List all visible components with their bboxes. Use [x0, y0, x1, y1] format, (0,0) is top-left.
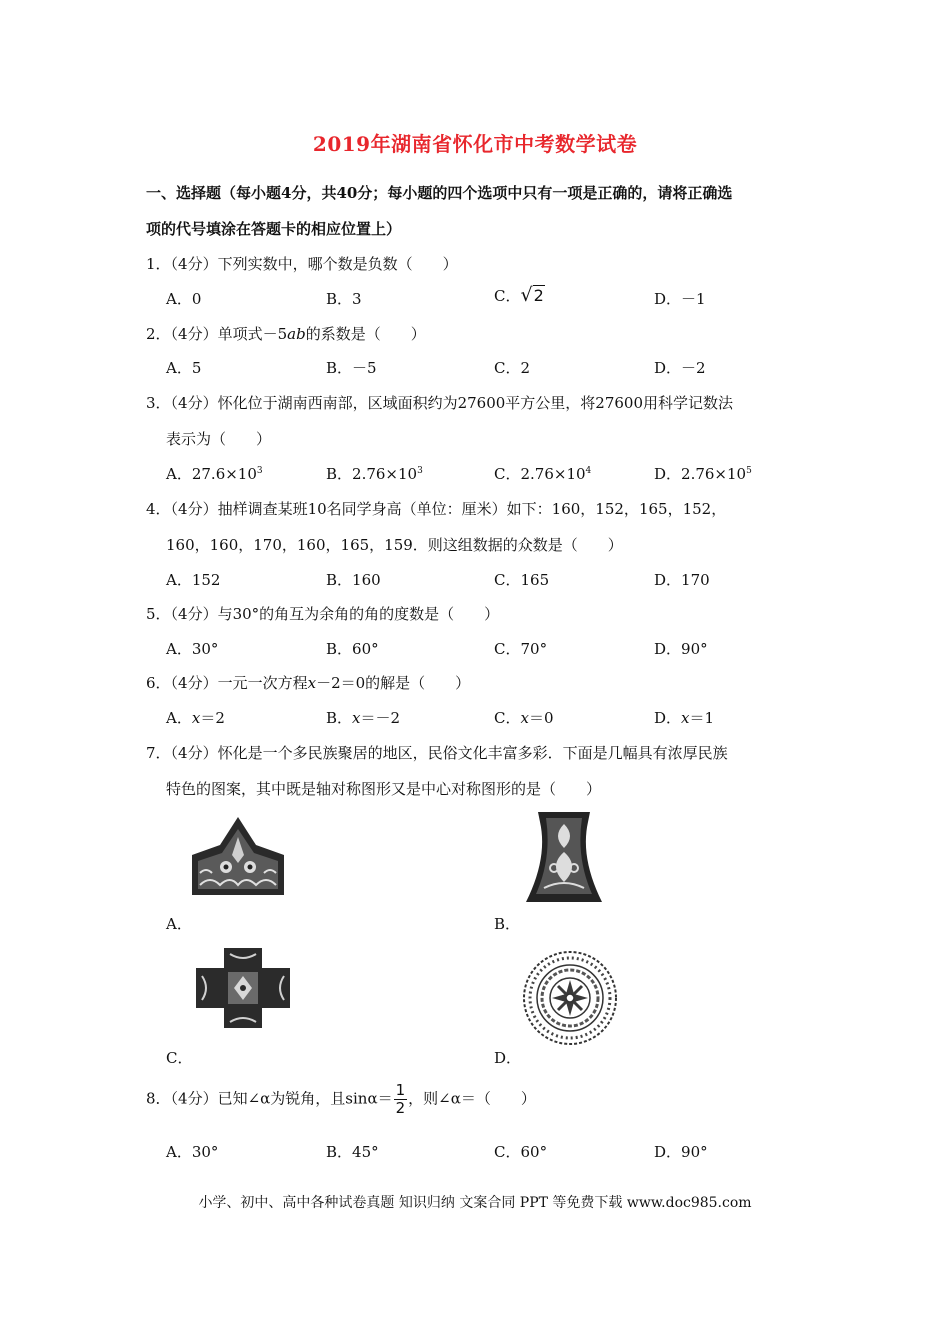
q5-option-a: A．30° [166, 640, 219, 658]
q8-option-d: D．90° [654, 1143, 708, 1161]
q1-option-a: A．0 [166, 290, 202, 308]
q3-stem-line1: 3．（4分）怀化位于湖南西南部，区域面积约为27600平方公里，将27600用科学记数法 [146, 394, 734, 412]
pattern-a-image [190, 815, 286, 897]
q2-stem: 2．（4分）单项式－5ab的系数是（ ） [146, 325, 426, 343]
q4-stem-line1: 4．（4分）抽样调查某班10名同学身高（单位：厘米）如下：160，152，165，152， [146, 500, 727, 518]
q4-option-a: A．152 [166, 571, 221, 589]
pattern-d-image [522, 950, 618, 1046]
q1-option-d: D．－1 [654, 290, 706, 308]
q5-option-c: C．70° [494, 640, 548, 658]
fraction-one-half: $\frac{1}{2}$ [395, 1081, 406, 1117]
q5-option-b: B．60° [326, 640, 379, 658]
pattern-b-image [522, 808, 606, 906]
q1-option-b: B．3 [326, 290, 362, 308]
q2-option-d: D．－2 [654, 359, 706, 377]
q1-stem: 1．（4分）下列实数中，哪个数是负数（ ） [146, 255, 458, 273]
q4-stem-line2: 160，160，170，160，165，159．则这组数据的众数是（ ） [166, 536, 623, 554]
q2-option-a: A．5 [166, 359, 202, 377]
q3-stem-line2: 表示为（ ） [166, 430, 272, 448]
q4-option-c: C．165 [494, 571, 550, 589]
q7-stem-line1: 7．（4分）怀化是一个多民族聚居的地区，民俗文化丰富多彩．下面是几幅具有浓厚民族 [146, 744, 728, 762]
q7-stem-line2: 特色的图案，其中既是轴对称图形又是中心对称图形的是（ ） [166, 780, 602, 798]
q3-option-a: A．$27.6\times 10^3$ [166, 465, 263, 483]
q7-option-c: C． [166, 1049, 193, 1067]
q7-option-b: B． [494, 915, 521, 933]
pattern-c-image [194, 946, 292, 1030]
q6-option-b: B．x＝－2 [326, 709, 401, 727]
q7-option-a: A． [166, 915, 192, 933]
q3-option-b: B．$2.76\times 10^3$ [326, 465, 423, 483]
q8-option-a: A．30° [166, 1143, 219, 1161]
q6-stem: 6．（4分）一元一次方程x－2＝0的解是（ ） [146, 674, 471, 692]
q8-option-c: C．60° [494, 1143, 548, 1161]
q5-option-d: D．90° [654, 640, 708, 658]
q4-option-d: D．170 [654, 571, 710, 589]
q7-option-d: D． [494, 1049, 522, 1067]
q2-option-c: C．2 [494, 359, 531, 377]
page-title: 2019年湖南省怀化市中考数学试卷 [312, 132, 638, 156]
sqrt-symbol: √2 [520, 284, 544, 306]
q6-option-a: A．x＝2 [166, 709, 225, 727]
section-heading-line1: 一、选择题（每小题4分，共40分；每小题的四个选项中只有一项是正确的，请将正确选 [146, 184, 733, 202]
q3-option-c: C．$2.76\times 10^4$ [494, 465, 592, 483]
q1-option-c: C．√2 [494, 284, 544, 306]
q6-option-d: D．x＝1 [654, 709, 715, 727]
q3-option-d: D．$2.76\times 10^5$ [654, 465, 752, 483]
page-footer: 小学、初中、高中各种试卷真题 知识归纳 文案合同 PPT 等免费下载 www.doc985.com [198, 1195, 752, 1211]
q8-option-b: B．45° [326, 1143, 379, 1161]
q2-option-b: B．－5 [326, 359, 377, 377]
q4-option-b: B．160 [326, 571, 381, 589]
q8-stem: 8．（4分）已知∠α为锐角，且sinα＝ $\frac{1}{2}$ ，则∠α＝（ ） [146, 1081, 536, 1117]
q5-stem: 5．（4分）与30°的角互为余角的角的度数是（ ） [146, 605, 500, 623]
q6-option-c: C．x＝0 [494, 709, 554, 727]
section-heading-line2: 项的代号填涂在答题卡的相应位置上） [146, 220, 402, 238]
